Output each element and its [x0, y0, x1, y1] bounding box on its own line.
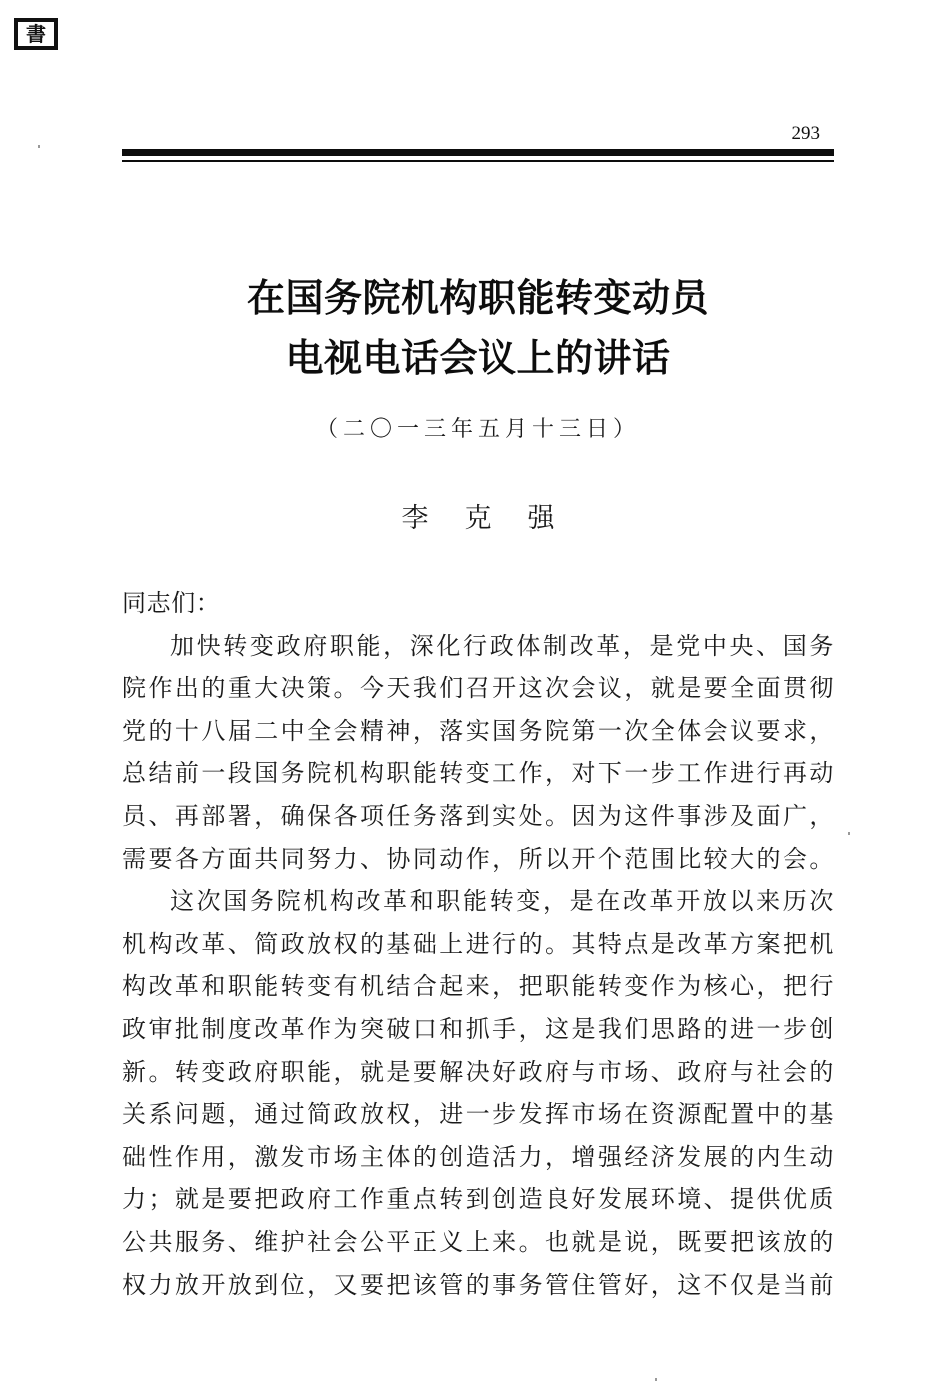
header-rule-thin	[122, 160, 834, 162]
scan-speck	[848, 832, 850, 835]
paragraph-line: 员、再部署，确保各项任务落到实处。因为这件事涉及面广，	[122, 801, 834, 830]
paragraph-2	[122, 880, 834, 1306]
paragraph-line: 政审批制度改革作为突破口和抓手，这是我们思路的进一步创	[122, 1014, 834, 1043]
publisher-logo	[14, 18, 58, 50]
author-name: 李克强	[401, 503, 591, 534]
paragraph-line: 院作出的重大决策。今天我们召开这次会议，就是要全面贯彻	[122, 674, 834, 703]
paragraph-line: 力；就是要把政府工作重点转到创造良好发展环境、提供优质	[122, 1185, 834, 1214]
page-title	[122, 268, 834, 388]
body-text	[122, 582, 834, 1306]
scan-speck	[655, 1378, 657, 1381]
header-rule-thick	[122, 149, 834, 156]
paragraph-line: 新。转变政府职能，就是要解决好政府与市场、政府与社会的	[122, 1057, 834, 1086]
page-number: 293	[791, 123, 820, 144]
salutation-line: 同志们：	[122, 589, 221, 617]
paragraph-line: 党的十八届二中全会精神，落实国务院第一次全体会议要求，	[122, 716, 834, 745]
speech-date: （二〇一三年五月十三日）	[315, 417, 640, 442]
paragraph-line: 础性作用，激发市场主体的创造活力，增强经济发展的内生动	[122, 1142, 834, 1171]
paragraph-line: 关系问题，通过简政放权，进一步发挥市场在资源配置中的基	[122, 1100, 834, 1129]
paragraph-line: 总结前一段国务院机构职能转变工作，对下一步工作进行再动	[122, 759, 834, 788]
salutation	[122, 582, 834, 625]
paragraph-line: 权力放开放到位，又要把该管的事务管住管好，这不仅是当前	[122, 1270, 834, 1299]
title-line-2: 电视电话会议上的讲话	[285, 336, 671, 380]
paragraph-line: 机构改革、简政放权的基础上进行的。其特点是改革方案把机	[122, 929, 834, 958]
paragraph-1	[122, 625, 834, 881]
paragraph-line: 需要各方面共同努力、协同动作，所以开个范围比较大的会。	[122, 844, 834, 873]
scan-speck	[38, 145, 40, 148]
paragraph-line: 公共服务、维护社会公平正义上来。也就是说，既要把该放的	[122, 1227, 834, 1256]
paragraph-line: 构改革和职能转变有机结合起来，把职能转变作为核心，把行	[122, 972, 834, 1001]
paragraph-line: 这次国务院机构改革和职能转变，是在改革开放以来历次	[170, 887, 834, 916]
logo-glyph: 書	[26, 22, 46, 46]
paragraph-line: 加快转变政府职能，深化行政体制改革，是党中央、国务	[170, 631, 834, 660]
title-line-1: 在国务院机构职能转变动员	[246, 276, 709, 320]
